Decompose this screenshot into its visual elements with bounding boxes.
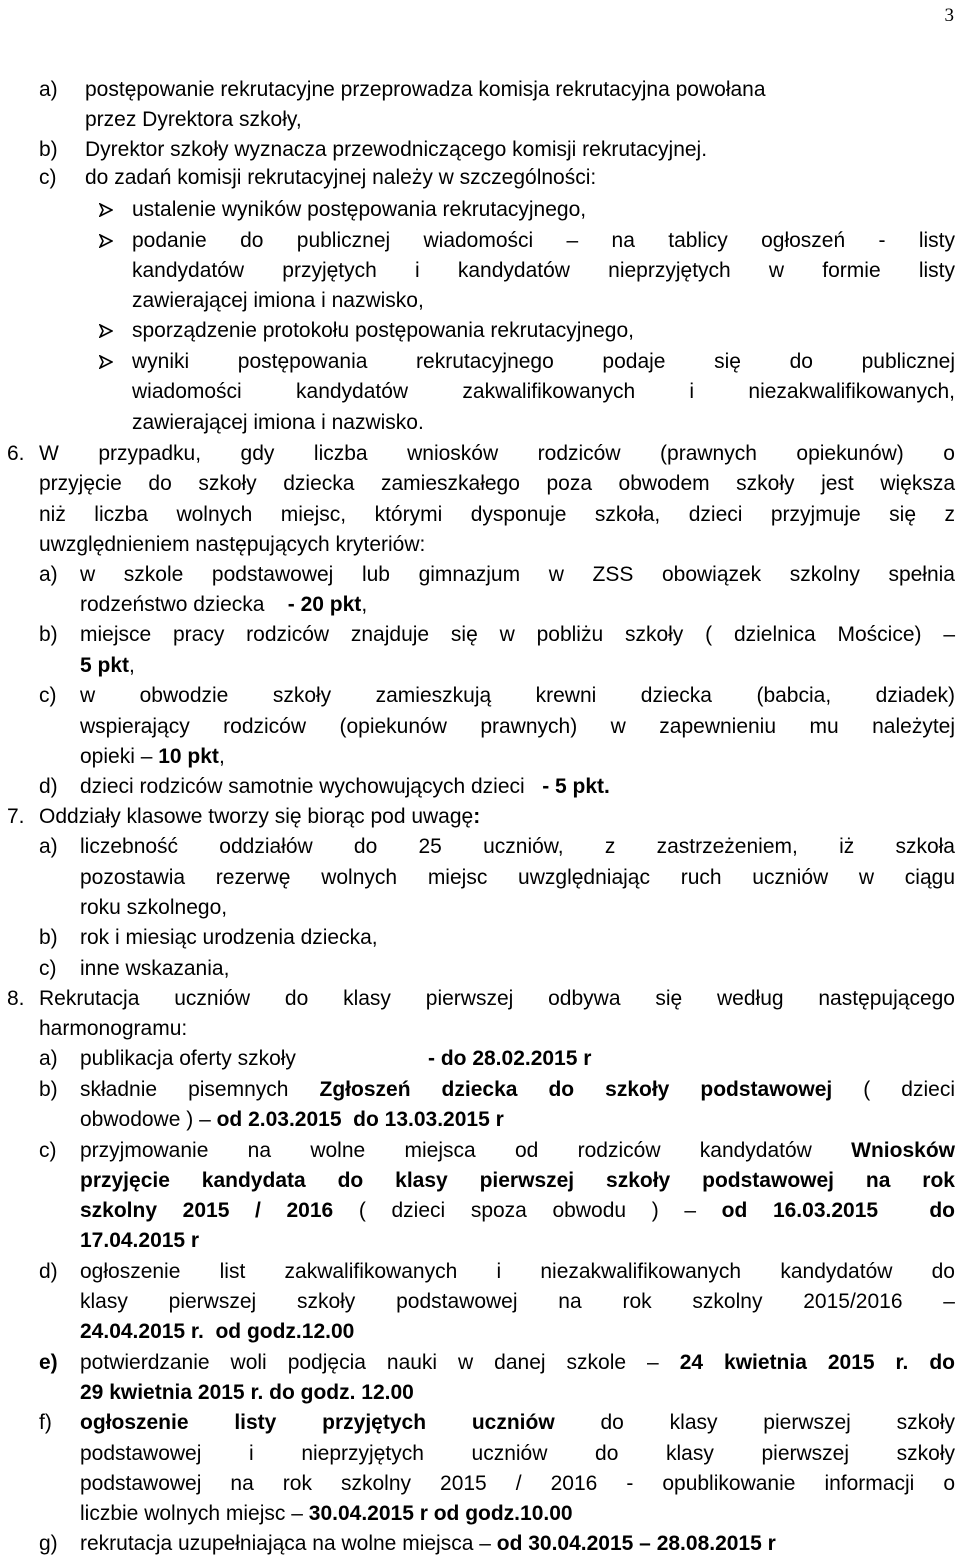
rule-a-cont: [0, 105, 960, 135]
section-7-line: roku szkolnego,: [80, 896, 228, 919]
criterion-line: miejsce pracy rodziców znajduje się w pobliżu szkoły ( dzielnica Mościce) –: [80, 623, 955, 646]
schedule-text: ( dzieci: [863, 1078, 955, 1101]
bullet-item: [0, 347, 960, 377]
section-7: [0, 802, 960, 832]
item-label: d): [39, 1260, 58, 1283]
schedule-bold: szkolny 2015 / 2016: [80, 1199, 334, 1222]
section-7-line: liczebność oddziałów do 25 uczniów, z zastrzeżeniem, iż szkoła: [80, 835, 955, 858]
schedule-bold: przyjęcie kandydata do klasy pierwszej szkoły podstawowej na rok: [80, 1169, 955, 1192]
points: 10 pkt: [158, 745, 219, 768]
bullet-item: [0, 226, 960, 256]
schedule-date: od 2.03.2015 do 13.03.2015 r: [216, 1108, 504, 1131]
bullet-cont: [0, 377, 960, 407]
schedule-date: od 30.04.2015 – 28.08.2015 r: [496, 1532, 776, 1555]
criterion-b: [0, 620, 960, 650]
bullet-line: sporządzenie protokołu postępowania rekrutacyjnego,: [132, 319, 634, 342]
item-label: b): [39, 926, 58, 949]
criterion-line: wspierający rodziców (opiekunów prawnych) w zapewnieniu mu należytej: [80, 715, 955, 738]
bullet-line: wyniki postępowania rekrutacyjnego podaje się do publicznej: [132, 350, 955, 373]
item-label: a): [39, 563, 58, 586]
section-6-line: przyjęcie do szkoły dziecka zamieszkałego poza obwodem szkoły jest większa: [39, 472, 955, 495]
schedule-d: [0, 1257, 960, 1287]
schedule-text: rekrutacja uzupełniająca na wolne miejsca –: [80, 1532, 491, 1555]
schedule-c-cont: [0, 1226, 960, 1256]
item-label: c): [39, 957, 57, 980]
section-7-a-cont: [0, 863, 960, 893]
schedule-text: liczbie wolnych miejsc –: [80, 1502, 303, 1525]
schedule-date: od 16.03.2015 do: [721, 1199, 955, 1222]
schedule-c-cont: [0, 1196, 960, 1226]
schedule-text: do klasy pierwszej szkoły: [600, 1411, 955, 1434]
arrow-bullet-icon: [99, 234, 113, 248]
section-6-cont: [0, 530, 960, 560]
section-number: 6.: [7, 442, 25, 465]
bullet-item: [0, 195, 960, 225]
criterion-line: rodzeństwo dziecka: [80, 593, 265, 616]
bullet-line: ustalenie wyników postępowania rekrutacyjnego,: [132, 198, 587, 221]
section-7-line: pozostawia rezerwę wolnych miejsc uwzględniając ruch uczniów w ciągu: [80, 866, 955, 889]
criterion-line: dzieci rodziców samotnie wychowujących dzieci: [80, 775, 525, 798]
points: 5 pkt: [80, 654, 130, 677]
schedule-b: [0, 1075, 960, 1105]
bullet-line: podanie do publicznej wiadomości – na tablicy ogłoszeń - listy: [132, 229, 955, 252]
bullet-item: [0, 316, 960, 346]
section-7-line: inne wskazania,: [80, 957, 230, 980]
item-label: c): [39, 166, 57, 189]
schedule-text: podstawowej i nieprzyjętych uczniów do klasy pierwszej szkoły: [80, 1442, 955, 1465]
arrow-bullet-icon: [99, 324, 113, 338]
bullet-cont: [0, 256, 960, 286]
schedule-f: [0, 1408, 960, 1438]
schedule-e: [0, 1348, 960, 1378]
rule-a-line2: przez Dyrektora szkoły,: [85, 108, 302, 131]
criterion-line: w szkole podstawowej lub gimnazjum w ZSS obowiązek szkolny spełnia: [80, 563, 955, 586]
schedule-text: ogłoszenie list zakwalifikowanych i niezakwalifikowanych kandydatów do: [80, 1260, 955, 1283]
section-8-cont: [0, 1014, 960, 1044]
criterion-c: [0, 681, 960, 711]
section-7-heading: Oddziały klasowe tworzy się biorąc pod uwagę: [39, 805, 474, 828]
item-label: d): [39, 775, 58, 798]
section-7-a: [0, 832, 960, 862]
section-7-b: [0, 923, 960, 953]
schedule-a: [0, 1044, 960, 1074]
item-label: b): [39, 623, 58, 646]
section-number: 8.: [7, 987, 25, 1010]
rule-a-line1: postępowanie rekrutacyjne przeprowadza komisja rekrutacyjna powołana: [85, 78, 766, 101]
schedule-text: ( dzieci spoza obwodu ) –: [358, 1199, 697, 1222]
section-6-line: niż liczba wolnych miejsc, którymi dysponuje szkoła, dzieci przyjmuje się z: [39, 503, 955, 526]
criterion-line: w obwodzie szkoły zamieszkują krewni dziecka (babcia, dziadek): [80, 684, 955, 707]
schedule-text: składnie pisemnych: [80, 1078, 289, 1101]
schedule-date: 24.04.2015 r. od godz.12.00: [80, 1320, 355, 1343]
schedule-date: 24 kwietnia 2015 r. do: [679, 1351, 955, 1374]
bullet-line: kandydatów przyjętych i kandydatów nieprzyjętych w formie listy: [132, 259, 955, 282]
schedule-d-cont: [0, 1317, 960, 1347]
section-6-line: W przypadku, gdy liczba wniosków rodziców (prawnych opiekunów) o: [39, 442, 955, 465]
section-7-line: rok i miesiąc urodzenia dziecka,: [80, 926, 378, 949]
section-8: [0, 984, 960, 1014]
schedule-bold: ogłoszenie listy przyjętych uczniów: [80, 1411, 555, 1434]
schedule-c: [0, 1136, 960, 1166]
section-6-line: uwzględnieniem następujących kryteriów:: [39, 533, 426, 556]
schedule-c-cont: [0, 1166, 960, 1196]
item-label: e): [39, 1351, 58, 1374]
section-8-line: harmonogramu:: [39, 1017, 188, 1040]
bullet-line: zawierającej imiona i nazwisko.: [132, 411, 424, 434]
schedule-e-cont: [0, 1378, 960, 1408]
bullet-cont: [0, 408, 960, 438]
heading-colon: :: [473, 805, 481, 828]
section-7-c: [0, 954, 960, 984]
item-label: a): [39, 835, 58, 858]
schedule-d-cont: [0, 1287, 960, 1317]
item-label: c): [39, 1139, 57, 1162]
section-6-cont: [0, 500, 960, 530]
bullet-cont: [0, 286, 960, 316]
item-label: g): [39, 1532, 58, 1555]
criterion-line: opieki –: [80, 745, 153, 768]
schedule-text: przyjmowanie na wolne miejsca od rodziców kandydatów: [80, 1139, 812, 1162]
section-6-cont: [0, 469, 960, 499]
schedule-f-cont: [0, 1469, 960, 1499]
rule-c: [0, 163, 960, 193]
bullet-line: wiadomości kandydatów zakwalifikowanych i niezakwalifikowanych,: [132, 380, 955, 403]
item-label: a): [39, 78, 58, 101]
points: - 5 pkt.: [542, 775, 610, 798]
criterion-c-cont: [0, 712, 960, 742]
criterion-b-cont: 5 pkt,: [80, 654, 135, 677]
schedule-text: klasy pierwszej szkoły podstawowej na rok szkolny 2015/2016 –: [80, 1290, 955, 1313]
schedule-f-cont: [0, 1439, 960, 1469]
bullet-line: zawierającej imiona i nazwisko,: [132, 289, 424, 312]
item-label: b): [39, 138, 58, 161]
item-label: b): [39, 1078, 58, 1101]
item-label: f): [39, 1411, 52, 1434]
schedule-text: publikacja oferty szkoły: [80, 1047, 296, 1070]
schedule-date: 17.04.2015 r: [80, 1229, 200, 1252]
section-6: [0, 439, 960, 469]
criterion-c-cont: opieki – 10 pkt,: [80, 745, 225, 768]
schedule-bold: Zgłoszeń dziecka do szkoły podstawowej: [319, 1078, 833, 1101]
criterion-d: [0, 772, 960, 802]
schedule-text: potwierdzanie woli podjęcia nauki w danej szkole –: [80, 1351, 659, 1374]
schedule-bold: Wniosków: [851, 1139, 955, 1162]
schedule-date: 30.04.2015 r od godz.10.00: [308, 1502, 573, 1525]
schedule-text: obwodowe ) –: [80, 1108, 211, 1131]
section-8-line: Rekrutacja uczniów do klasy pierwszej odbywa się według następującego: [39, 987, 955, 1010]
arrow-bullet-icon: [99, 203, 113, 217]
rule-a: [0, 75, 960, 105]
schedule-f-cont: [0, 1499, 960, 1529]
schedule-g: [0, 1529, 960, 1559]
page-number: 3: [944, 5, 954, 26]
points: - 20 pkt: [287, 593, 362, 616]
section-7-a-cont: [0, 893, 960, 923]
item-label: a): [39, 1047, 58, 1070]
arrow-bullet-icon: [99, 355, 113, 369]
schedule-date: 29 kwietnia 2015 r. do godz. 12.00: [80, 1381, 414, 1404]
schedule-text: podstawowej na rok szkolny 2015 / 2016 - opublikowanie informacji o: [80, 1472, 955, 1495]
criterion-a-cont: rodzeństwo dziecka - 20 pkt,: [80, 593, 368, 616]
section-number: 7.: [7, 805, 25, 828]
criterion-a: [0, 560, 960, 590]
schedule-date: - do 28.02.2015 r: [428, 1047, 592, 1070]
rule-b: [0, 135, 960, 165]
item-label: c): [39, 684, 57, 707]
rule-b-line1: Dyrektor szkoły wyznacza przewodniczącego komisji rekrutacyjnej.: [85, 138, 708, 161]
rule-c-line1: do zadań komisji rekrutacyjnej należy w szczególności:: [85, 166, 597, 189]
schedule-b-cont: [0, 1105, 960, 1135]
